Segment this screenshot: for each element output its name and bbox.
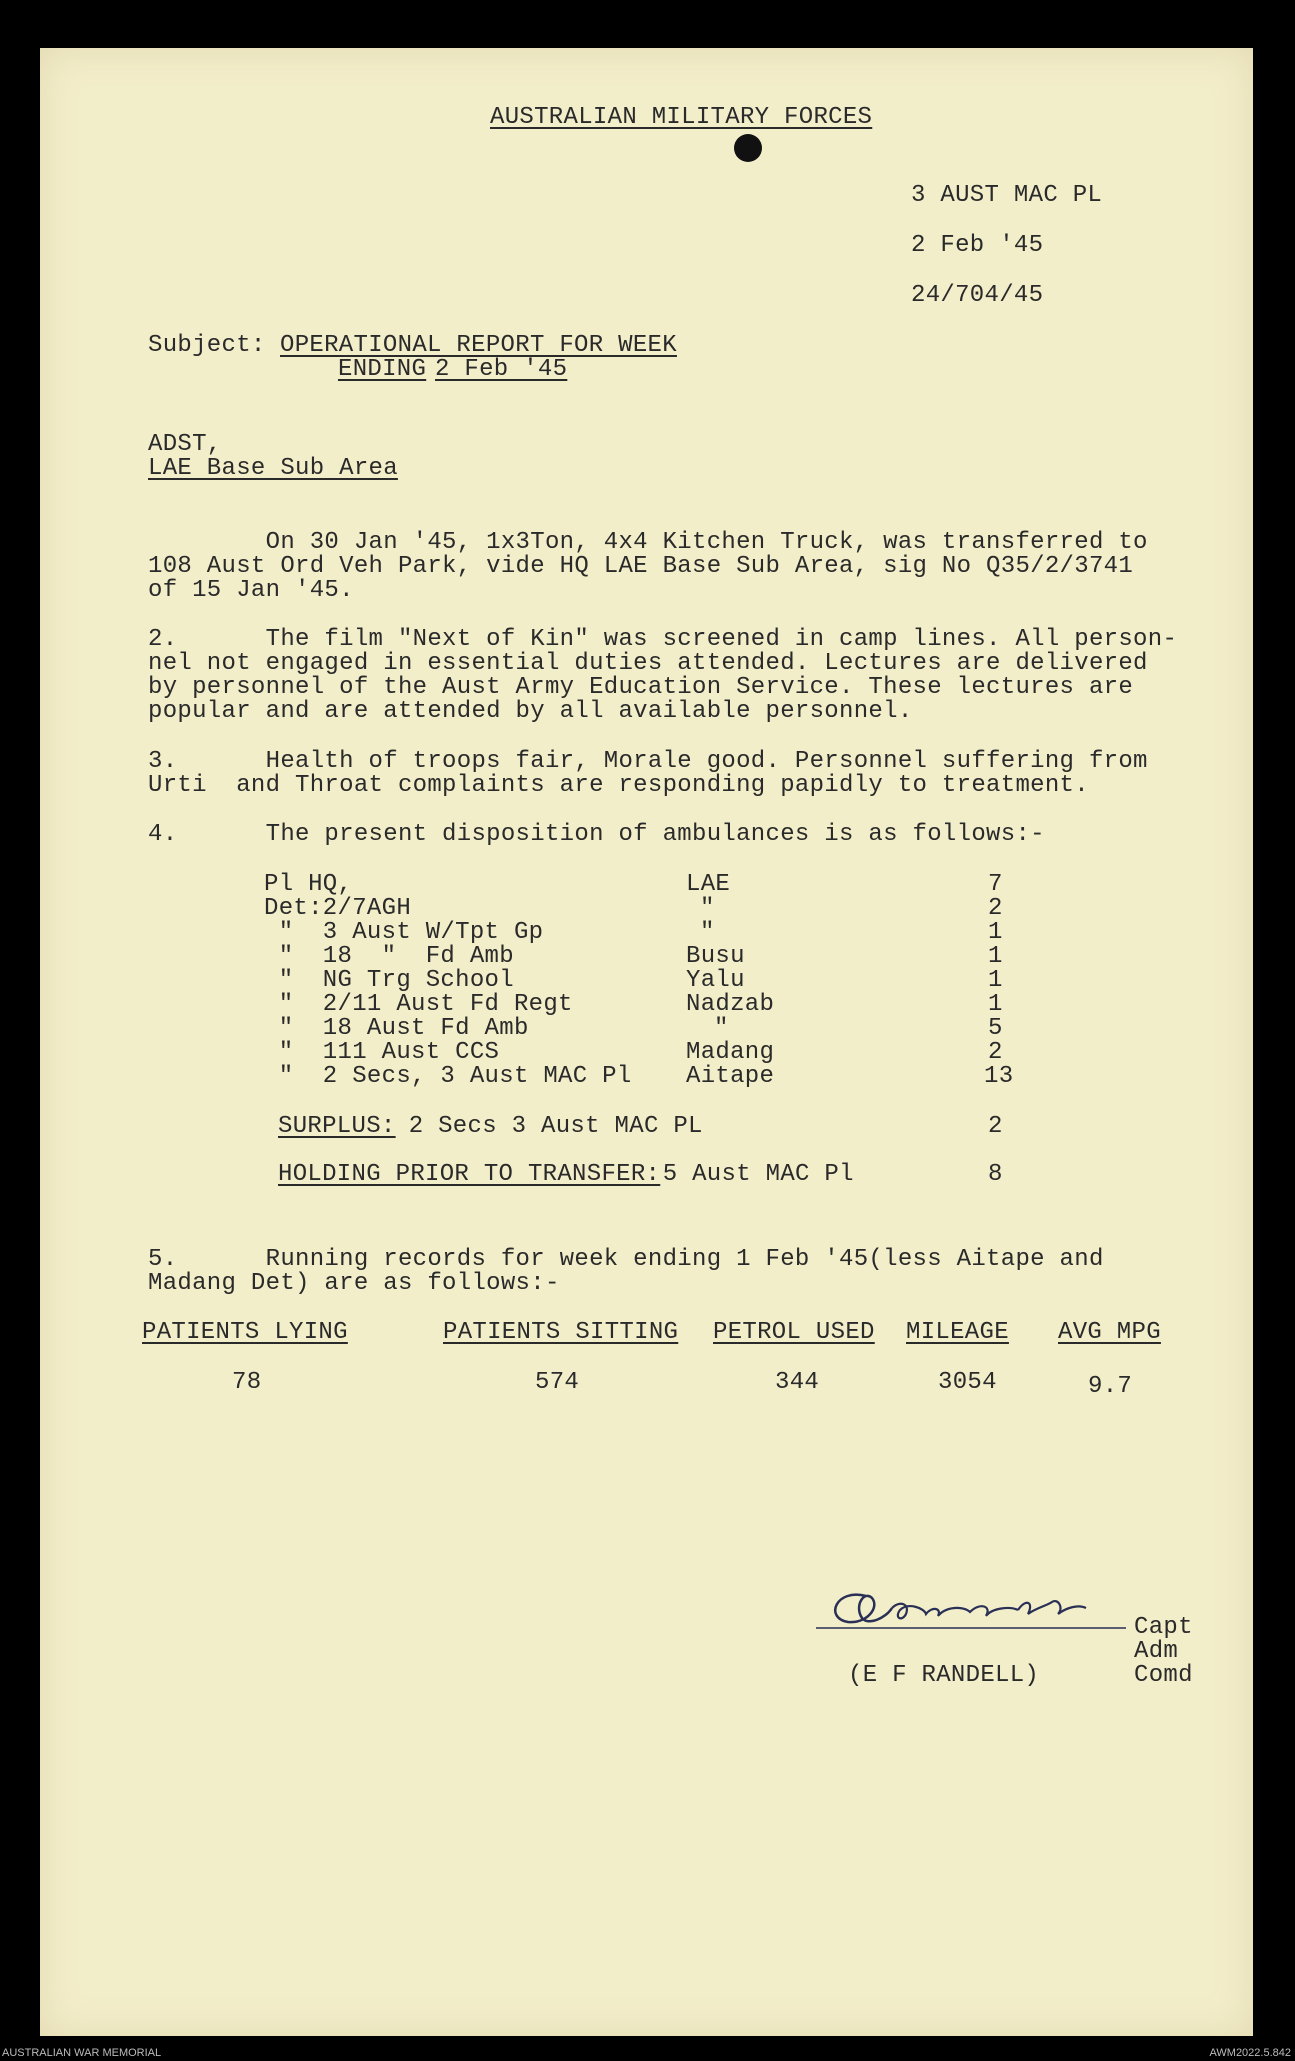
disposition-count: 1 [988,919,1003,946]
disposition-count: 13 [984,1063,1014,1090]
paragraph-1-line-2: 108 Aust Ord Veh Park, vide HQ LAE Base Sub Area, sig No Q35/2/3741 [148,553,1134,580]
disposition-location: LAE [686,871,731,898]
disposition-location: Aitape [686,1063,775,1090]
document-date: 2 Feb '45 [911,232,1044,259]
holding-text: 5 Aust MAC Pl [648,1161,854,1188]
disposition-unit: " 2/11 Aust Fd Regt [264,991,573,1018]
disposition-count: 2 [988,895,1003,922]
surplus-count: 2 [988,1113,1003,1140]
subject-line-1: OPERATIONAL REPORT FOR WEEK [280,332,677,359]
disposition-count: 1 [988,943,1003,970]
paragraph-5-line-2: Madang Det) are as follows:- [148,1270,560,1297]
paragraph-2-line-2: nel not engaged in essential duties attended. Lectures are delivered [148,650,1148,677]
paragraph-5-line-1: 5. Running records for week ending 1 Feb '45(less Aitape and [148,1246,1104,1273]
paragraph-2-line-1: 2. The film "Next of Kin" was screened in camp lines. All person- [148,626,1178,653]
disposition-unit: " NG Trg School [264,967,514,994]
subject-line-2a: ENDING [338,356,427,383]
footer-credit: AUSTRALIAN WAR MEMORIAL [2,2047,162,2059]
surplus-text: 2 Secs 3 Aust MAC PL [394,1113,703,1140]
disposition-unit: " 111 Aust CCS [264,1039,500,1066]
records-value: 344 [775,1369,820,1396]
records-value: 9.7 [1088,1373,1133,1400]
records-value: 78 [232,1369,262,1396]
paragraph-3-line-2: Urti and Throat complaints are responding papidly to treatment. [148,772,1089,799]
document-page [40,48,1253,2036]
paragraph-2-line-3: by personnel of the Aust Army Education Service. These lectures are [148,674,1134,701]
disposition-unit: " 18 " Fd Amb [264,943,514,970]
disposition-unit: " 3 Aust W/Tpt Gp [264,919,544,946]
records-header: PATIENTS LYING [142,1319,348,1346]
disposition-unit: Det:2/7AGH [264,895,412,922]
disposition-count: 5 [988,1015,1003,1042]
paragraph-2-line-4: popular and are attended by all available personnel. [148,698,913,725]
disposition-count: 2 [988,1039,1003,1066]
disposition-location: Yalu [686,967,745,994]
unit-reference: 3 AUST MAC PL [911,182,1103,209]
paragraph-4: 4. The present disposition of ambulances is as follows:- [148,821,1045,848]
footer-accession-number: AWM2022.5.842 [1209,2047,1291,2059]
handwritten-signature [796,1578,1176,1640]
punch-hole [734,134,762,162]
addressee-line-2: LAE Base Sub Area [148,455,398,482]
disposition-unit: " 18 Aust Fd Amb [264,1015,529,1042]
disposition-count: 1 [988,967,1003,994]
disposition-location: " [700,895,715,922]
disposition-location: Busu [686,943,745,970]
records-header: MILEAGE [906,1319,1009,1346]
disposition-unit: " 2 Secs, 3 Aust MAC Pl [264,1063,632,1090]
paragraph-1-line-3: of 15 Jan '45. [148,577,354,604]
records-value: 3054 [938,1369,997,1396]
disposition-location: Madang [686,1039,775,1066]
signatory-appointment-1: Adm [1134,1638,1179,1665]
disposition-location: " [700,919,715,946]
paragraph-1-line-1: On 30 Jan '45, 1x3Ton, 4x4 Kitchen Truck, was transferred to [148,529,1148,556]
disposition-location: Nadzab [686,991,775,1018]
file-number: 24/704/45 [911,282,1044,309]
records-header: PATIENTS SITTING [443,1319,679,1346]
subject-line-2b: 2 Feb '45 [435,356,568,383]
disposition-count: 7 [988,871,1003,898]
paragraph-3-line-1: 3. Health of troops fair, Morale good. Personnel suffering from [148,748,1148,775]
disposition-count: 1 [988,991,1003,1018]
disposition-location: " [714,1015,729,1042]
surplus-label: SURPLUS: [278,1113,396,1140]
signatory-rank: Capt [1134,1614,1193,1641]
disposition-unit: Pl HQ, [264,871,353,898]
signatory-name: (E F RANDELL) [848,1662,1040,1689]
signatory-appointment-2: Comd [1134,1662,1193,1689]
holding-count: 8 [988,1161,1003,1188]
records-header: AVG MPG [1058,1319,1161,1346]
document-heading: AUSTRALIAN MILITARY FORCES [490,104,873,131]
records-value: 574 [535,1369,580,1396]
holding-label: HOLDING PRIOR TO TRANSFER: [278,1161,661,1188]
subject-label: Subject: [148,332,266,359]
addressee-line-1: ADST, [148,431,222,458]
records-header: PETROL USED [713,1319,875,1346]
